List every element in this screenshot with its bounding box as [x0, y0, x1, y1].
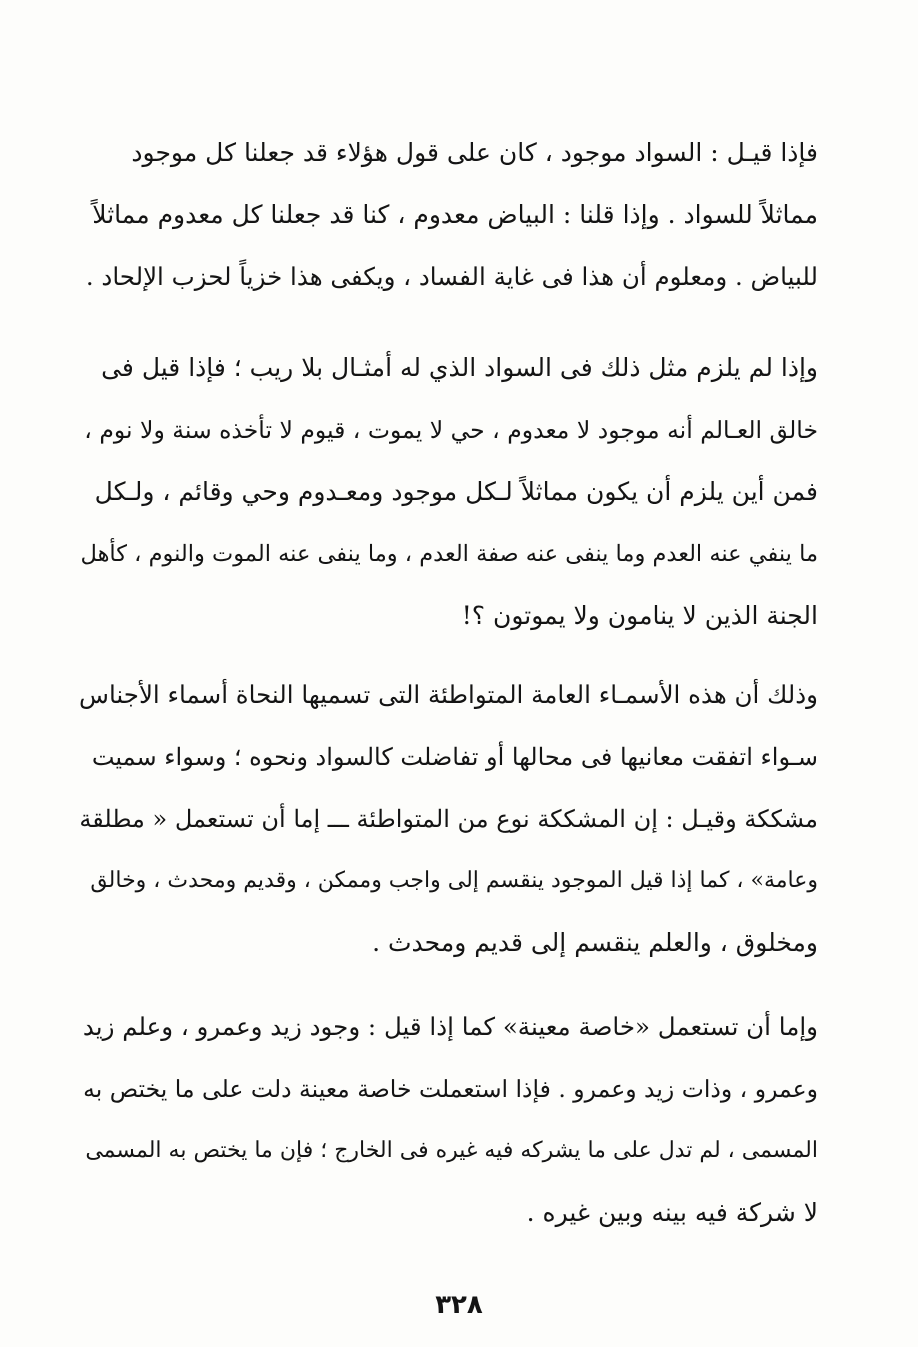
text-line: مشككة وقيـل : إن المشككة نوع من المتواطئة ـــ إما أن تستعمل « مطلقة — [79, 805, 818, 833]
text-line: سـواء اتفقت معانيها فى محالها أو تفاضلت كالسواد ونحوه ؛ وسواء سميت — [91, 743, 818, 771]
paragraph-2 — [78, 337, 818, 647]
text-line: وإذا لم يلزم مثل ذلك فى السواد الذي له أمثـال بلا ريب ؛ فإذا قيل فى — [101, 353, 818, 382]
page-number: ٣٢٨ — [435, 1290, 483, 1320]
paragraph-3 — [78, 664, 818, 974]
text-line: فإذا قيـل : السواد موجود ، كان على قول هؤلاء قد جعلنا كل موجود — [131, 138, 818, 167]
text-line: وذلك أن هذه الأسمـاء العامة المتواطئة التى تسميها النحاة أسماء الأجناس — [79, 680, 818, 709]
text-line: مماثلاً للسواد . وإذا قلنا : البياض معدوم ، كنا قد جعلنا كل معدوم مماثلاً — [92, 200, 818, 229]
text-line: للبياض . ومعلوم أن هذا فى غاية الفساد ، ويكفى هذا خزياً لحزب الإلحاد . — [85, 262, 818, 291]
text-line: الجنة الذين لا ينامون ولا يموتون ؟! — [461, 601, 818, 630]
paragraph-1 — [78, 122, 818, 308]
text-line: وعمرو ، وذات زيد وعمرو . فإذا استعملت خاصة معينة دلت على ما يختص به — [83, 1075, 818, 1103]
text-line: المسمى ، لم تدل على ما يشركه فيه غيره فى الخارج ؛ فإن ما يختص به المسمى — [85, 1138, 818, 1163]
text-line: وإما أن تستعمل «خاصة معينة» كما إذا قيل : وجود زيد وعمرو ، وعلم زيد — [82, 1012, 818, 1041]
text-line: ومخلوق ، والعلم ينقسم إلى قديم ومحدث . — [372, 928, 818, 957]
text-line: خالق العـالم أنه موجود لا معدوم ، حي لا يموت ، قيوم لا تأخذه سنة ولا نوم ، — [84, 416, 818, 444]
text-line: لا شركة فيه بينه وبين غيره . — [526, 1198, 818, 1227]
text-line: فمن أين يلزم أن يكون مماثلاً لـكل موجود ومعـدوم وحي وقائم ، ولـكل — [94, 477, 818, 506]
paragraph-4 — [78, 996, 818, 1244]
text-line: وعامة» ، كما إذا قيل الموجود ينقسم إلى واجب وممكن ، وقديم ومحدث ، وخالق — [90, 868, 818, 893]
text-line: ما ينفي عنه العدم وما ينفى عنه صفة العدم ، وما ينفى عنه الموت والنوم ، كأهل — [80, 541, 818, 567]
